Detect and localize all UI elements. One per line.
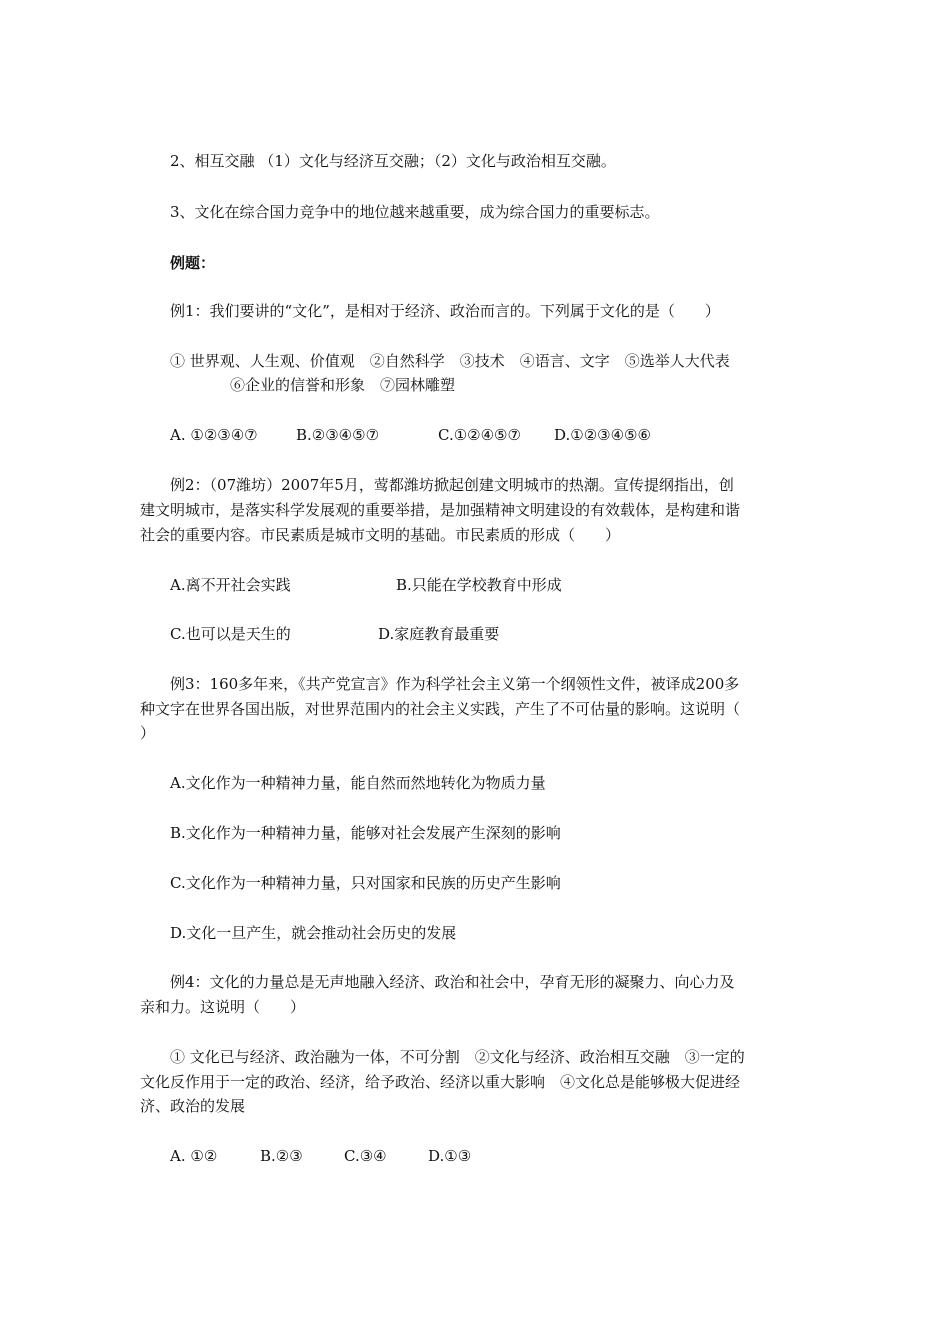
q2-stem-line1: 例2：（07潍坊）2007年5月，莺都潍坊掀起创建文明城市的热潮。宣传提纲指出，创	[170, 476, 734, 494]
q4-options	[170, 1146, 770, 1166]
q3-option-d: D.文化一旦产生，就会推动社会历史的发展	[170, 924, 457, 942]
q4-option-a: A. ①②	[170, 1147, 218, 1165]
q1-option-a: A. ①②③④⑦	[170, 426, 258, 444]
q1-items-line1: ① 世界观、人生观、价值观 ②自然科学 ③技术 ④语言、文字 ⑤选举人大代表	[170, 352, 730, 370]
q4-items-line2: 文化反作用于一定的政治、经济，给予政治、经济以重大影响 ④文化总是能够极大促进经	[140, 1073, 741, 1091]
q4-stem-line1: 例4：文化的力量总是无声地融入经济、政治和社会中，孕育无形的凝聚力、向心力及	[170, 973, 735, 991]
q3-option-b: B.文化作为一种精神力量，能够对社会发展产生深刻的影响	[170, 824, 561, 842]
q4-items-line1: ① 文化已与经济、政治融为一体，不可分割 ②文化与经济、政治相互交融 ③一定的	[170, 1048, 745, 1066]
q2-options-row1	[170, 575, 770, 595]
q3-stem-line3: ）	[140, 724, 156, 742]
q2-option-d: D.家庭教育最重要	[378, 625, 500, 643]
q1-option-b: B.②③④⑤⑦	[296, 426, 380, 444]
q2-stem-line2: 建文明城市，是落实科学发展观的重要举措，是加强精神文明建设的有效载体，是构建和谐	[140, 501, 741, 519]
q4-option-d: D.①③	[428, 1147, 472, 1165]
paragraph-mutual-fusion: 2、相互交融 （1）文化与经济互交融；（2）文化与政治相互交融。	[170, 152, 616, 170]
q3-stem-line1: 例3：160多年来，《共产党宣言》作为科学社会主义第一个纲领性文件，被译成200多	[170, 675, 740, 693]
q1-options	[170, 425, 770, 445]
q2-options-row2	[170, 624, 770, 644]
q2-option-c: C.也可以是天生的	[170, 625, 291, 643]
q1-items-line2: ⑥企业的信誉和形象 ⑦园林雕塑	[230, 376, 456, 394]
q1-option-c: C.①②④⑤⑦	[438, 426, 521, 444]
paragraph-national-strength: 3、文化在综合国力竞争中的地位越来越重要，成为综合国力的重要标志。	[170, 203, 660, 221]
examples-heading: 例题：	[170, 254, 216, 272]
q4-stem-line2: 亲和力。这说明（ ）	[140, 998, 306, 1016]
q1-option-d: D.①②③④⑤⑥	[554, 426, 651, 444]
q1-stem: 例1：我们要讲的“文化”，是相对于经济、政治而言的。下列属于文化的是（ ）	[170, 302, 720, 320]
q3-option-c: C.文化作为一种精神力量，只对国家和民族的历史产生影响	[170, 874, 561, 892]
q2-option-b: B.只能在学校教育中形成	[396, 576, 562, 594]
q2-stem-line3: 社会的重要内容。市民素质是城市文明的基础。市民素质的形成（ ）	[140, 526, 621, 544]
q4-option-c: C.③④	[344, 1147, 387, 1165]
q4-option-b: B.②③	[260, 1147, 303, 1165]
q4-items-line3: 济、政治的发展	[140, 1097, 246, 1115]
q2-option-a: A.离不开社会实践	[170, 576, 291, 594]
q3-option-a: A.文化作为一种精神力量，能自然而然地转化为物质力量	[170, 774, 546, 792]
q3-stem-line2: 种文字在世界各国出版，对世界范围内的社会主义实践，产生了不可估量的影响。这说明（	[140, 700, 741, 718]
